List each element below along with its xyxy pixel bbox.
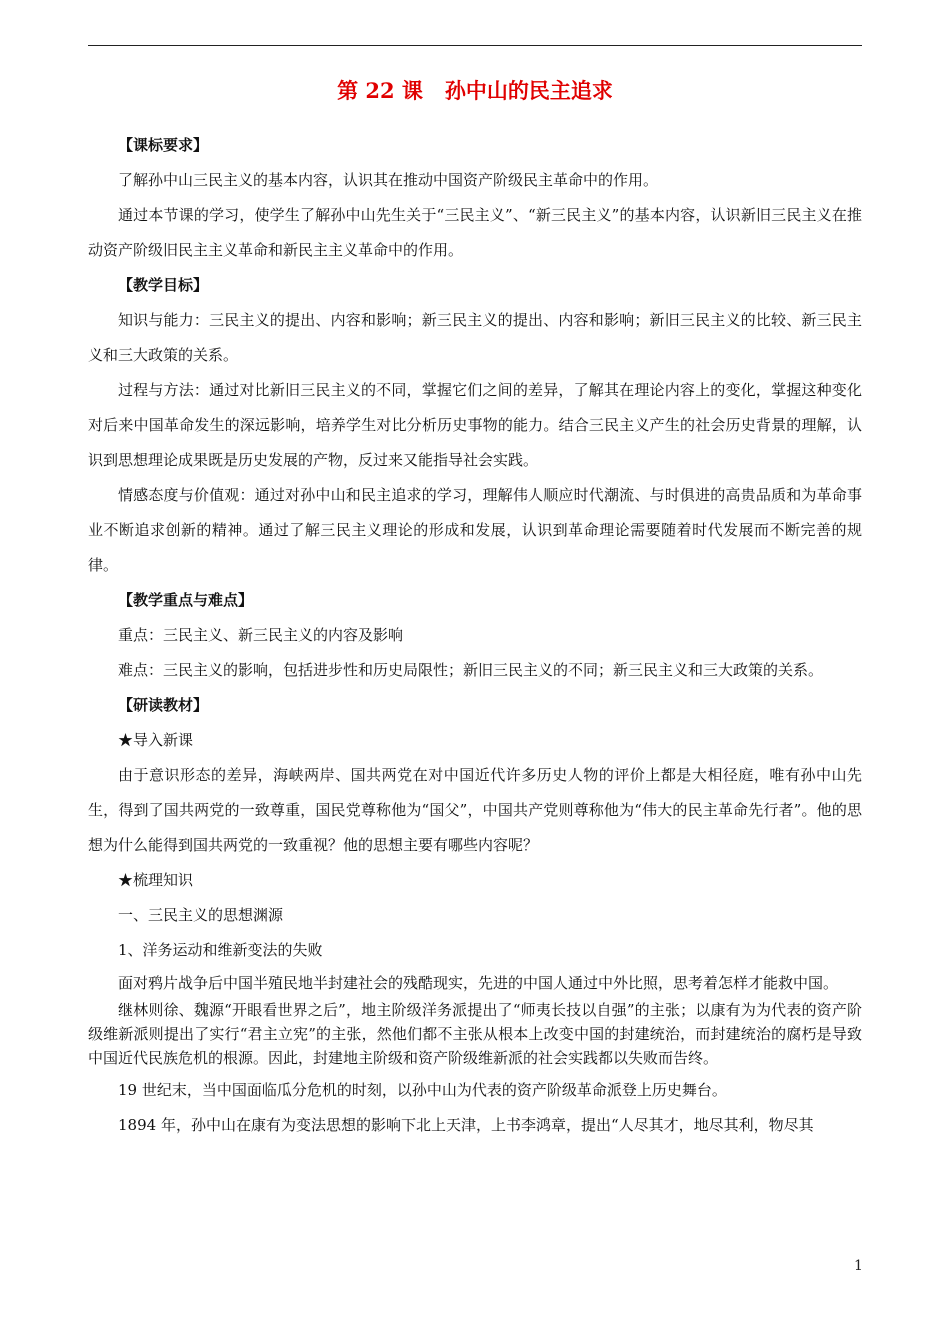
document-body xyxy=(88,128,862,1143)
section-heading: 【研读教材】 xyxy=(118,696,209,714)
section-heading: 【教学重点与难点】 xyxy=(118,591,254,609)
paragraph: 通过本节课的学习，使学生了解孙中山先生关于“三民主义”、“新三民主义”的基本内容，认识新旧三民主义在推动资产阶级旧民主主义革命和新民主主义革命中的作用。 xyxy=(88,206,862,259)
paragraph: 过程与方法：通过对比新旧三民主义的不同，掌握它们之间的差异，了解其在理论内容上的变化，掌握这种变化对后来中国革命发生的深远影响，培养学生对比分析历史事物的能力。结合三民主义产生的社会历史背景的理解，认识到思想理论成果既是历史发展的产物，反过来又能指导社会实践。 xyxy=(88,381,862,469)
paragraph: 情感态度与价值观：通过对孙中山和民主追求的学习，理解伟人顺应时代潮流、与时俱进的高贵品质和为革命事业不断追求创新的精神。通过了解三民主义理论的形成和发展，认识到革命理论需要随着时代发展而不断完善的规律。 xyxy=(88,486,862,574)
page-title xyxy=(88,76,862,106)
paragraph: 难点：三民主义的影响，包括进步性和历史局限性；新旧三民主义的不同；新三民主义和三大政策的关系。 xyxy=(118,661,824,679)
section-heading: 【教学目标】 xyxy=(118,276,209,294)
lesson-number: 第 22 课 xyxy=(337,78,423,103)
paragraph: 继林则徐、魏源“开眼看世界之后”，地主阶级洋务派提出了“师夷长技以自强”的主张；以康有为为代表的资产阶级维新派则提出了实行“君主立宪”的主张，然他们都不主张从根本上改变中国的封建统治，而封建统治的腐朽是导致中国近代民族危机的根源。因此，封建地主阶级和资产阶级维新派的社会实践都以失败而告终。 xyxy=(88,1001,862,1067)
paragraph: 重点：三民主义、新三民主义的内容及影响 xyxy=(118,626,404,644)
lesson-title: 孙中山的民主追求 xyxy=(444,78,613,103)
header-rule xyxy=(88,45,862,46)
section-heading: 【课标要求】 xyxy=(118,136,209,154)
paragraph: 1894 年，孙中山在康有为变法思想的影响下北上天津，上书李鸿章，提出“人尽其才，地尽其利，物尽其 xyxy=(118,1116,814,1134)
paragraph: 知识与能力：三民主义的提出、内容和影响；新三民主义的提出、内容和影响；新旧三民主义的比较、新三民主义和三大政策的关系。 xyxy=(88,311,862,364)
paragraph: ★梳理知识 xyxy=(118,871,194,889)
paragraph: 面对鸦片战争后中国半殖民地半封建社会的残酷现实，先进的中国人通过中外比照，思考着怎样才能救中国。 xyxy=(118,974,839,992)
paragraph: ★导入新课 xyxy=(118,731,194,749)
paragraph: 1、洋务运动和维新变法的失败 xyxy=(118,941,323,959)
paragraph: 了解孙中山三民主义的基本内容，认识其在推动中国资产阶级民主革命中的作用。 xyxy=(118,171,659,189)
paragraph: 由于意识形态的差异，海峡两岸、国共两党在对中国近代许多历史人物的评价上都是大相径庭，唯有孙中山先生，得到了国共两党的一致尊重，国民党尊称他为“国父”，中国共产党则尊称他为“伟大的民主革命先行者”。他的思想为什么能得到国共两党的一致重视？他的思想主要有哪些内容呢？ xyxy=(88,766,862,854)
paragraph: 19 世纪末，当中国面临瓜分危机的时刻，以孙中山为代表的资产阶级革命派登上历史舞台。 xyxy=(118,1081,727,1099)
page-number: 1 xyxy=(854,1258,863,1274)
paragraph: 一、三民主义的思想渊源 xyxy=(118,906,284,924)
